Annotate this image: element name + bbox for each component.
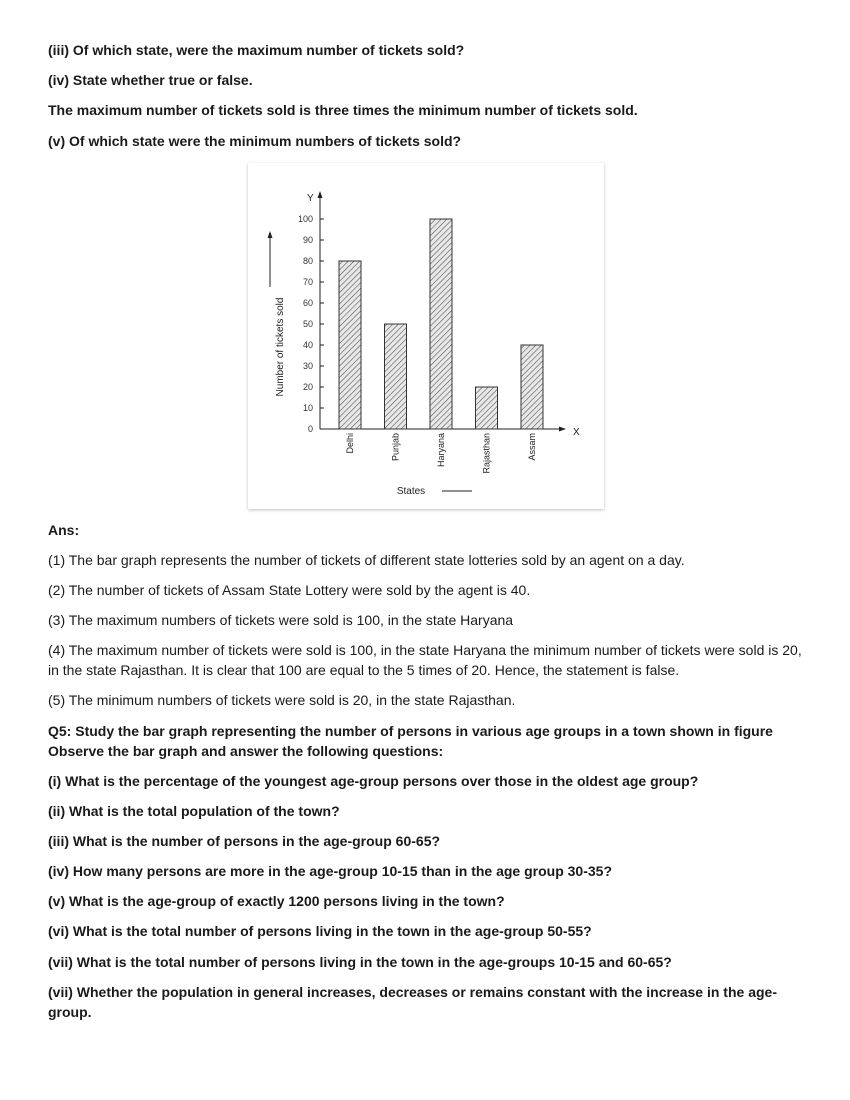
- y-tick-label: 60: [302, 298, 313, 308]
- y-tick-label: 80: [302, 256, 313, 266]
- x-category-label: Delhi: [345, 433, 355, 454]
- y-tick-label: 50: [302, 319, 313, 329]
- q5-question-ii: (ii) What is the total population of the town?: [48, 803, 340, 819]
- bar-rajasthan: [476, 387, 498, 429]
- y-tick-label: 30: [302, 361, 313, 371]
- x-category-label: Haryana: [436, 433, 446, 468]
- x-category-label: Punjab: [390, 433, 401, 462]
- y-tick-label: 20: [302, 382, 313, 392]
- q5-intro-line2: Observe the bar graph and answer the following questions:: [48, 743, 444, 759]
- bar-haryana: [430, 219, 452, 429]
- q5-question-vi: (vi) What is the total number of persons living in the town in the age-group 50-55?: [48, 923, 592, 939]
- q5-question-i: (i) What is the percentage of the youngest age-group persons over those in the oldest age group?: [48, 773, 699, 789]
- bar-chart-figure: [248, 163, 604, 509]
- question-v: (v) Of which state were the minimum numbers of tickets sold?: [48, 133, 462, 149]
- y-axis-arrowhead: [318, 191, 323, 198]
- answer-2: (2) The number of tickets of Assam State Lottery were sold by the agent is 40.: [48, 582, 531, 598]
- q5-question-iv: (iv) How many persons are more in the age-group 10-15 than in the age group 30-35?: [48, 863, 613, 879]
- statement: The maximum number of tickets sold is three times the minimum number of tickets sold.: [48, 102, 638, 118]
- question-iv: (iv) State whether true or false.: [48, 72, 253, 88]
- x-axis-title: States: [396, 486, 426, 497]
- q5-question-viii: (vii) Whether the population in general increases, decreases or remains constant with the increase in the age-group.: [48, 984, 777, 1020]
- bar-assam: [521, 345, 543, 429]
- bar-punjab: [385, 324, 407, 429]
- y-axis-title: Number of tickets sold: [275, 297, 286, 397]
- y-tick-label: 40: [302, 340, 313, 350]
- bar-delhi: [339, 261, 361, 429]
- answers-heading: Ans:: [48, 522, 80, 538]
- y-tick-label: 0: [307, 424, 313, 434]
- y-axis-letter: Y: [307, 193, 314, 204]
- y-tick-label: 10: [302, 403, 313, 413]
- y-axis-title-arrowhead: [268, 231, 273, 238]
- answer-4: (4) The maximum number of tickets were sold is 100, in the state Haryana the minimum number of tickets were sold is 20, in the state Rajasthan. It is clear that 100 are equal to the 5 times of 20. Hence, the statement is false.: [48, 642, 802, 678]
- question-iii: (iii) Of which state, were the maximum number of tickets sold?: [48, 42, 465, 58]
- answer-5: (5) The minimum numbers of tickets were sold is 20, in the state Rajasthan.: [48, 692, 516, 708]
- bar-chart: [248, 163, 604, 509]
- q5-question-iii: (iii) What is the number of persons in the age-group 60-65?: [48, 833, 441, 849]
- q5-intro-line1: Q5: Study the bar graph representing the number of persons in various age groups in a town shown in figure: [48, 723, 773, 739]
- answer-1: (1) The bar graph represents the number of tickets of different state lotteries sold by an agent on a day.: [48, 552, 685, 568]
- x-category-label: Rajasthan: [481, 433, 492, 474]
- y-tick-label: 70: [302, 277, 313, 287]
- answer-3: (3) The maximum numbers of tickets were sold is 100, in the state Haryana: [48, 612, 514, 628]
- y-tick-label: 100: [297, 214, 313, 224]
- x-axis-letter: X: [573, 427, 580, 438]
- x-axis-arrowhead: [559, 427, 566, 432]
- q5-question-v: (v) What is the age-group of exactly 1200 persons living in the town?: [48, 893, 505, 909]
- q5-question-vii: (vii) What is the total number of persons living in the town in the age-groups 10-15 and 60-65?: [48, 954, 672, 970]
- y-tick-label: 90: [302, 235, 313, 245]
- x-category-label: Assam: [527, 433, 537, 461]
